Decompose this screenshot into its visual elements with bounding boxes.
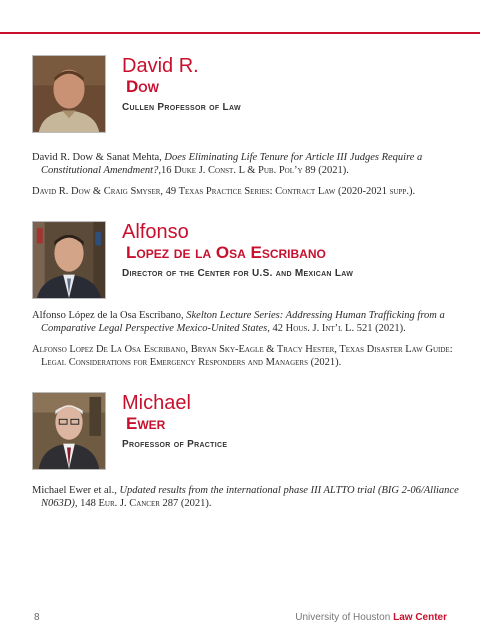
publication-work: Skelton Lecture Series: Addressing Human Trafficking from a Comparative Legal Perspective Mexico-United States,: [41, 310, 445, 334]
name-block: [122, 55, 241, 113]
footer-org-bold: Law Center: [393, 612, 447, 623]
publication-citation: ,16 Duke J. Const. L & Pub. Pol’y 89 (2021).: [158, 165, 349, 176]
footer-org-prefix: University of Houston: [295, 612, 394, 623]
footer-institution: [295, 612, 447, 623]
publication-authors: Alfonso López de la Osa Escribano,: [32, 310, 187, 321]
publication-entry: David R. Dow & Craig Smyser, 49 Texas Practice Series: Contract Law (2020-2021 supp.).: [32, 186, 416, 197]
portrait-photo: [32, 55, 106, 133]
publication-authors: David R. Dow & Sanat Mehta,: [32, 152, 165, 163]
faculty-title: Professor of Practice: [122, 439, 228, 450]
top-divider-rule: [0, 32, 480, 34]
faculty-title: Director of the Center for U.S. and Mexican Law: [122, 268, 354, 279]
publication-list: [32, 309, 462, 377]
faculty-title: Cullen Professor of Law: [122, 102, 241, 113]
portrait-photo-icon: [33, 222, 105, 298]
name-block: [122, 392, 227, 450]
publication-entry: [32, 151, 462, 177]
last-name: Dow: [126, 77, 159, 96]
name-block: [122, 221, 353, 279]
publication-citation: 42 Hous. J. Int’l L. 521 (2021).: [269, 323, 406, 334]
portrait-photo-icon: [33, 393, 105, 469]
last-name: Ewer: [126, 414, 166, 433]
portrait-photo-icon: [33, 56, 105, 132]
publication-entry: [32, 309, 462, 335]
first-name: David R.: [122, 55, 199, 77]
publication-work: Updated results from the international phase III ALTTO trial (BIG 2-06/Alliance N063D),: [41, 485, 459, 509]
publication-list: [32, 484, 462, 518]
last-name: Lopez de la Osa Escribano: [126, 243, 326, 262]
portrait-photo: [32, 392, 106, 470]
publication-work: Does Eliminating Life Tenure for Article III Judges Require a Constitutional Amendment?: [41, 152, 423, 176]
first-name: Alfonso: [122, 221, 189, 243]
publication-authors: Michael Ewer et al.,: [32, 485, 120, 496]
publication-entry: [32, 484, 462, 510]
publication-citation: 148 Eur. J. Cancer 287 (2021).: [77, 498, 212, 509]
portrait-photo: [32, 221, 106, 299]
publication-entry: Alfonso Lopez De La Osa Escribano, Bryan Sky-Eagle & Tracy Hester, Texas Disaster Law Guide: Legal Considerations for Emergency Responders and Managers (2021).: [32, 344, 453, 368]
first-name: Michael: [122, 392, 191, 414]
publication-list: [32, 151, 462, 206]
page-number: 8: [34, 612, 40, 623]
